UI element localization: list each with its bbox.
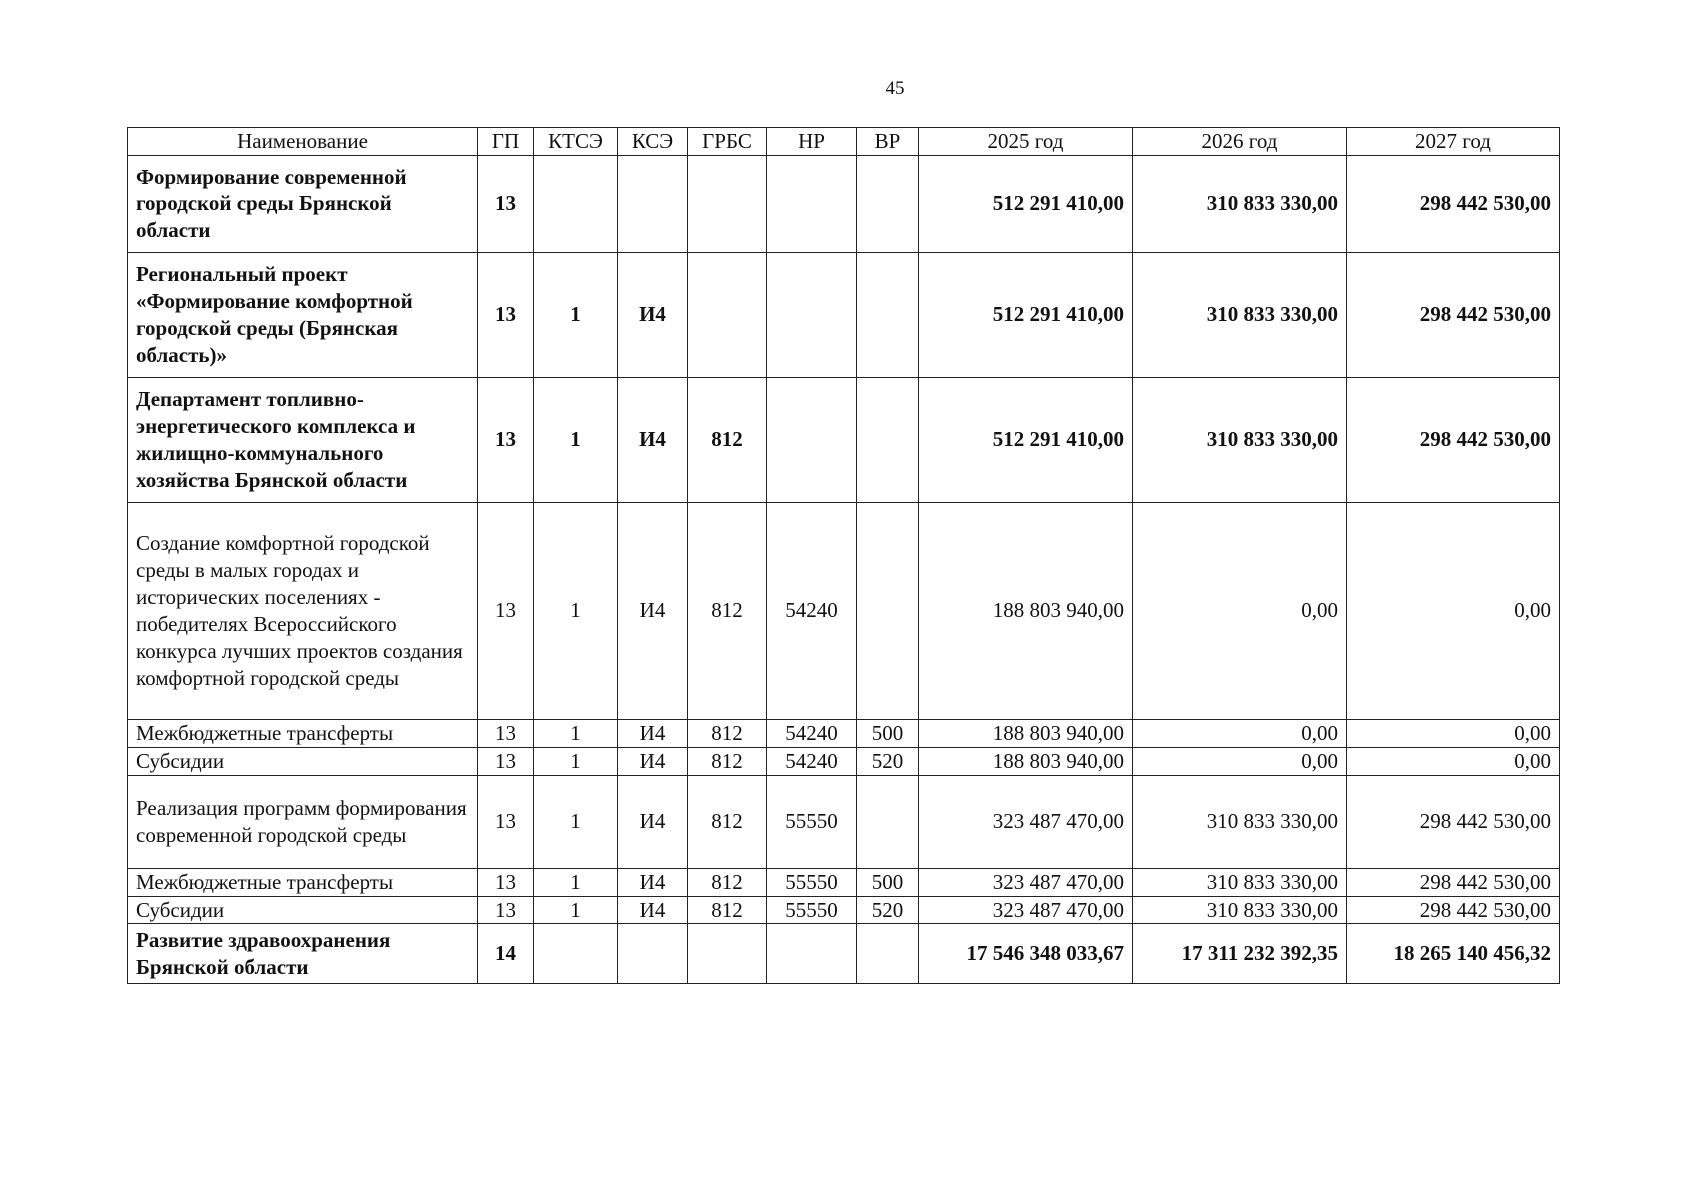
row-grbs: 812 <box>688 502 767 719</box>
table-row <box>128 924 1560 984</box>
row-grbs <box>688 252 767 377</box>
table-row <box>128 775 1560 868</box>
row-gp: 13 <box>478 775 534 868</box>
row-amount-2026: 0,00 <box>1133 719 1347 747</box>
row-amount-2027: 0,00 <box>1347 502 1560 719</box>
row-gp: 13 <box>478 868 534 896</box>
table-row <box>128 868 1560 896</box>
row-ktse: 1 <box>534 775 618 868</box>
row-amount-2027: 298 442 530,00 <box>1347 155 1560 252</box>
row-gp: 13 <box>478 896 534 924</box>
header-gp: ГП <box>478 128 534 156</box>
row-grbs: 812 <box>688 747 767 775</box>
row-nr: 54240 <box>767 502 857 719</box>
row-nr: 55550 <box>767 868 857 896</box>
row-kse: И4 <box>618 252 688 377</box>
row-ktse <box>534 155 618 252</box>
row-nr <box>767 252 857 377</box>
row-vr: 500 <box>857 868 919 896</box>
row-grbs: 812 <box>688 896 767 924</box>
row-name: Реализация программ формирования современной городской среды <box>128 775 478 868</box>
row-amount-2027: 298 442 530,00 <box>1347 377 1560 502</box>
row-kse: И4 <box>618 775 688 868</box>
header-nr: НР <box>767 128 857 156</box>
row-amount-2026: 310 833 330,00 <box>1133 896 1347 924</box>
row-amount-2025: 512 291 410,00 <box>919 252 1133 377</box>
row-kse <box>618 924 688 984</box>
header-vr: ВР <box>857 128 919 156</box>
row-amount-2027: 0,00 <box>1347 747 1560 775</box>
table-row <box>128 896 1560 924</box>
row-amount-2026: 310 833 330,00 <box>1133 377 1347 502</box>
budget-table <box>127 127 1560 984</box>
row-ktse: 1 <box>534 747 618 775</box>
row-amount-2026: 17 311 232 392,35 <box>1133 924 1347 984</box>
row-kse: И4 <box>618 896 688 924</box>
row-kse: И4 <box>618 377 688 502</box>
row-nr: 54240 <box>767 747 857 775</box>
row-name: Субсидии <box>128 747 478 775</box>
row-name: Субсидии <box>128 896 478 924</box>
row-amount-2027: 298 442 530,00 <box>1347 868 1560 896</box>
row-gp: 13 <box>478 155 534 252</box>
row-gp: 13 <box>478 502 534 719</box>
row-kse: И4 <box>618 502 688 719</box>
row-nr <box>767 924 857 984</box>
row-gp: 13 <box>478 719 534 747</box>
table-row <box>128 155 1560 252</box>
row-grbs: 812 <box>688 377 767 502</box>
row-ktse: 1 <box>534 502 618 719</box>
row-amount-2025: 188 803 940,00 <box>919 719 1133 747</box>
row-ktse: 1 <box>534 719 618 747</box>
row-nr: 55550 <box>767 775 857 868</box>
row-name: Развитие здравоохранения Брянской области <box>128 924 478 984</box>
row-vr <box>857 155 919 252</box>
row-amount-2027: 0,00 <box>1347 719 1560 747</box>
row-vr <box>857 775 919 868</box>
row-amount-2025: 323 487 470,00 <box>919 896 1133 924</box>
header-grbs: ГРБС <box>688 128 767 156</box>
row-grbs <box>688 155 767 252</box>
row-vr <box>857 252 919 377</box>
row-gp: 14 <box>478 924 534 984</box>
header-ktse: КТСЭ <box>534 128 618 156</box>
row-amount-2026: 310 833 330,00 <box>1133 252 1347 377</box>
row-amount-2027: 298 442 530,00 <box>1347 252 1560 377</box>
row-amount-2025: 188 803 940,00 <box>919 747 1133 775</box>
row-vr: 520 <box>857 896 919 924</box>
row-amount-2027: 18 265 140 456,32 <box>1347 924 1560 984</box>
row-grbs: 812 <box>688 868 767 896</box>
row-vr: 500 <box>857 719 919 747</box>
row-amount-2026: 310 833 330,00 <box>1133 155 1347 252</box>
row-name: Создание комфортной городской среды в малых городах и исторических поселениях - победителях Всероссийского конкурса лучших проектов создания комфортной городской среды <box>128 502 478 719</box>
row-vr <box>857 924 919 984</box>
row-name: Департамент топливно-энергетического комплекса и жилищно-коммунального хозяйства Брянской области <box>128 377 478 502</box>
row-kse: И4 <box>618 868 688 896</box>
row-nr: 54240 <box>767 719 857 747</box>
header-2027: 2027 год <box>1347 128 1560 156</box>
table-row <box>128 252 1560 377</box>
table-row <box>128 747 1560 775</box>
row-vr: 520 <box>857 747 919 775</box>
row-nr <box>767 377 857 502</box>
row-grbs <box>688 924 767 984</box>
header-2025: 2025 год <box>919 128 1133 156</box>
row-amount-2025: 323 487 470,00 <box>919 868 1133 896</box>
row-name: Межбюджетные трансферты <box>128 868 478 896</box>
row-amount-2027: 298 442 530,00 <box>1347 775 1560 868</box>
row-name: Межбюджетные трансферты <box>128 719 478 747</box>
row-gp: 13 <box>478 747 534 775</box>
header-kse: КСЭ <box>618 128 688 156</box>
table-row <box>128 377 1560 502</box>
row-amount-2026: 0,00 <box>1133 747 1347 775</box>
row-amount-2026: 310 833 330,00 <box>1133 775 1347 868</box>
row-ktse: 1 <box>534 377 618 502</box>
header-2026: 2026 год <box>1133 128 1347 156</box>
page-number: 45 <box>885 78 905 99</box>
row-grbs: 812 <box>688 775 767 868</box>
row-grbs: 812 <box>688 719 767 747</box>
row-amount-2026: 0,00 <box>1133 502 1347 719</box>
row-gp: 13 <box>478 252 534 377</box>
header-name: Наименование <box>128 128 478 156</box>
row-name: Формирование современной городской среды Брянской области <box>128 155 478 252</box>
row-amount-2025: 188 803 940,00 <box>919 502 1133 719</box>
row-amount-2025: 512 291 410,00 <box>919 377 1133 502</box>
row-amount-2026: 310 833 330,00 <box>1133 868 1347 896</box>
row-vr <box>857 502 919 719</box>
row-name: Региональный проект «Формирование комфортной городской среды (Брянская область)» <box>128 252 478 377</box>
row-nr <box>767 155 857 252</box>
row-ktse <box>534 924 618 984</box>
row-kse: И4 <box>618 747 688 775</box>
row-ktse: 1 <box>534 868 618 896</box>
table-row <box>128 719 1560 747</box>
row-amount-2027: 298 442 530,00 <box>1347 896 1560 924</box>
row-amount-2025: 323 487 470,00 <box>919 775 1133 868</box>
header-row <box>128 128 1560 156</box>
row-kse: И4 <box>618 719 688 747</box>
row-ktse: 1 <box>534 896 618 924</box>
table-row <box>128 502 1560 719</box>
row-amount-2025: 512 291 410,00 <box>919 155 1133 252</box>
row-nr: 55550 <box>767 896 857 924</box>
row-ktse: 1 <box>534 252 618 377</box>
row-kse <box>618 155 688 252</box>
row-vr <box>857 377 919 502</box>
row-amount-2025: 17 546 348 033,67 <box>919 924 1133 984</box>
row-gp: 13 <box>478 377 534 502</box>
